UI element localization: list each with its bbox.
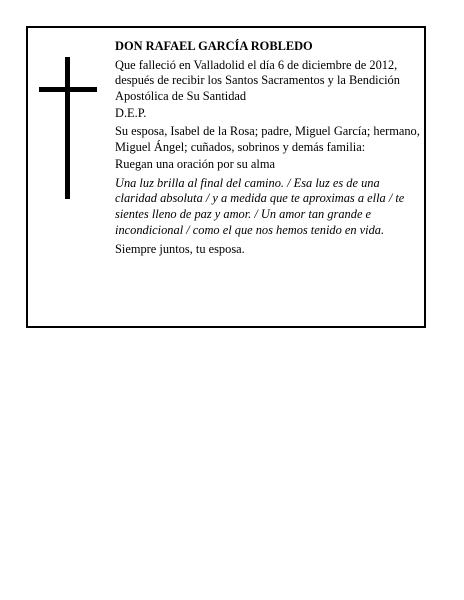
cross-horizontal-bar — [39, 87, 97, 92]
cross-vertical-bar — [65, 57, 70, 199]
family-list: Su esposa, Isabel de la Rosa; padre, Miguel García; hermano, Miguel Ángel; cuñados, sobrinos y demás familia: — [115, 123, 420, 154]
notice-text — [115, 39, 420, 258]
rip-text: D.E.P. — [115, 106, 147, 121]
deceased-name: DON RAFAEL GARCÍA ROBLEDO — [115, 39, 313, 53]
cross-icon — [39, 57, 97, 199]
poem-text: Una luz brilla al final del camino. / Esa luz es de una claridad absoluta / y a medida que te aproximas a ella / te sientes lleno de paz y amor. / Un amor tan grande e incondicional / como el que nos hemos tenido en vida. — [115, 175, 405, 237]
prayer-request: Ruegan una oración por su alma — [115, 157, 275, 172]
death-info: Que falleció en Valladolid el día 6 de diciembre de 2012, después de recibir los Santos Sacramentos y la Bendición Apostólica de Su Santidad — [115, 57, 400, 103]
closing-line: Siempre juntos, tu esposa. — [115, 242, 245, 257]
obituary-notice — [26, 26, 426, 328]
